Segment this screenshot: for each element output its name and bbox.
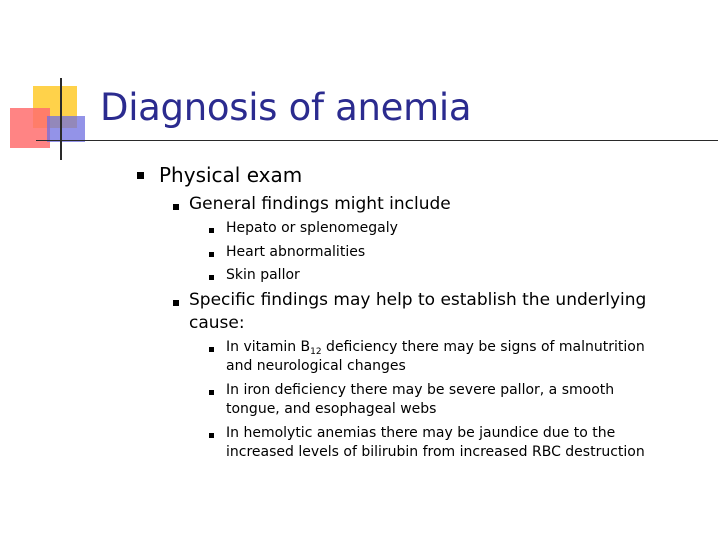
bullet-square-icon xyxy=(209,252,214,257)
bullet-square-icon xyxy=(137,172,144,179)
title-underline xyxy=(36,140,718,141)
slide-title: Diagnosis of anemia xyxy=(100,86,472,129)
specific-finding-hemolytic-line2: increased levels of bilirubin from increased RBC destruction xyxy=(226,444,645,460)
specific-finding-b12-line2: and neurological changes xyxy=(226,358,406,374)
bullet-square-icon xyxy=(209,347,214,352)
general-finding-item: Heart abnormalities xyxy=(226,244,366,260)
specific-finding-b12-line1 xyxy=(226,339,645,355)
specific-finding-iron-line2: tongue, and esophageal webs xyxy=(226,401,437,417)
bullet-square-icon xyxy=(209,275,214,280)
outline-item-specific-findings-line1: Specific findings may help to establish the underlying xyxy=(189,290,647,310)
b12-prefix: In vitamin B xyxy=(226,339,311,355)
logo-red-square xyxy=(10,108,50,148)
outline-item-general-findings: General findings might include xyxy=(189,194,451,214)
bullet-square-icon xyxy=(173,300,179,306)
general-finding-item: Hepato or splenomegaly xyxy=(226,220,398,236)
b12-subscript: 12 xyxy=(310,347,322,357)
b12-suffix: deficiency there may be signs of malnutrition xyxy=(321,339,645,355)
bullet-square-icon xyxy=(209,433,214,438)
specific-finding-iron-line1: In iron deficiency there may be severe pallor, a smooth xyxy=(226,382,615,398)
specific-finding-hemolytic-line1: In hemolytic anemias there may be jaundice due to the xyxy=(226,425,616,441)
bullet-square-icon xyxy=(173,204,179,210)
logo-blue-square xyxy=(47,116,85,142)
bullet-square-icon xyxy=(209,390,214,395)
bullet-square-icon xyxy=(209,228,214,233)
logo-vertical-line xyxy=(60,78,62,160)
outline-item-specific-findings-line2: cause: xyxy=(189,313,245,333)
outline-item-physical-exam: Physical exam xyxy=(159,163,303,187)
general-finding-item: Skin pallor xyxy=(226,267,300,283)
